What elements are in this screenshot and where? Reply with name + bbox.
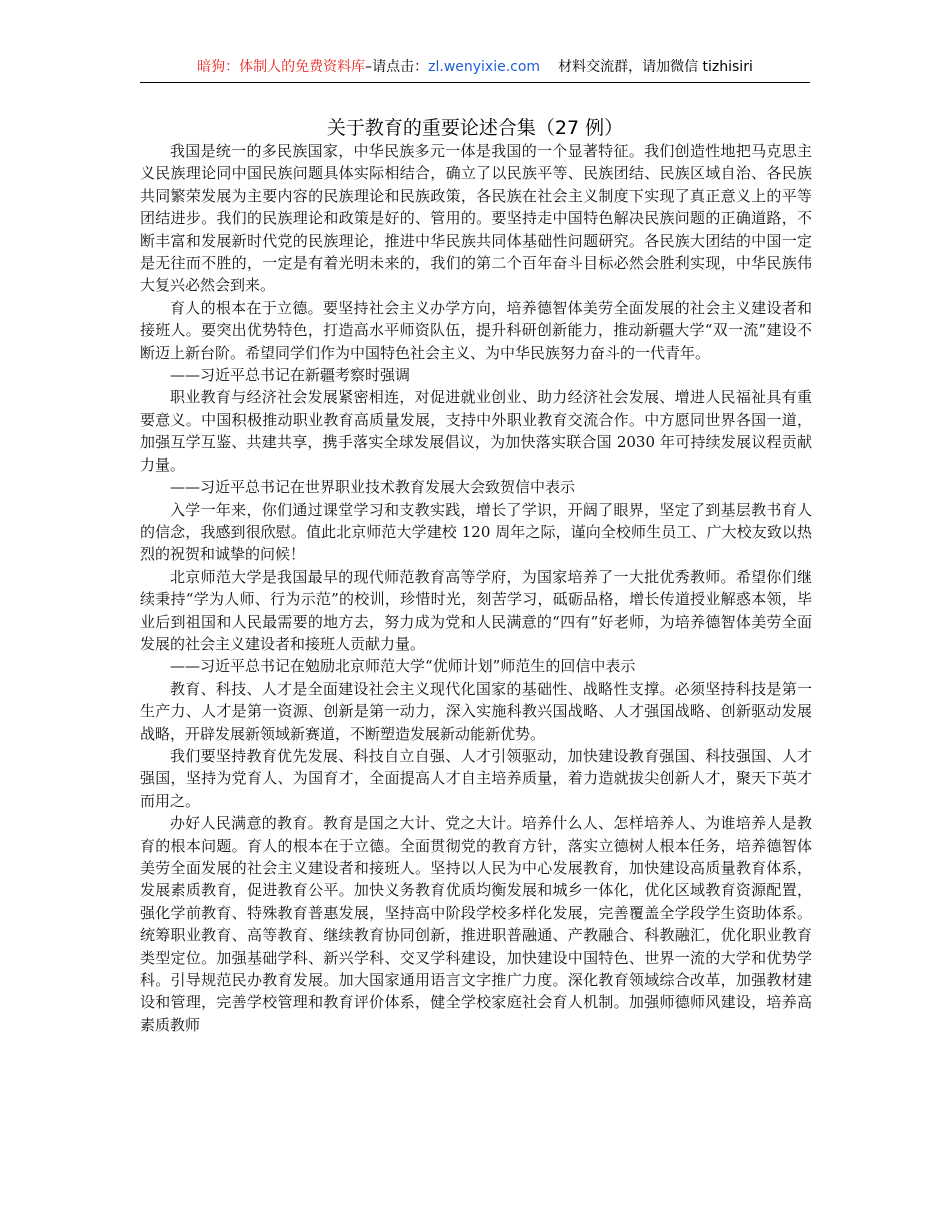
source-attribution: ——习近平总书记在世界职业技术教育发展大会致贺信中表示	[170, 478, 576, 497]
document-body	[140, 140, 812, 1036]
site-link[interactable]: zl.wenyixie.com	[428, 59, 541, 75]
document-title: 关于教育的重要论述合集（27 例）	[326, 117, 624, 139]
header-prompt: –请点击：	[365, 59, 429, 75]
source-attribution: ——习近平总书记在勉励北京师范大学“优师计划”师范生的回信中表示	[170, 657, 636, 676]
paragraph: 北京师范大学是我国最早的现代师范教育高等学府，为国家培养了一大批优秀教师。希望你们继续秉持“学为人师、行为示范”的校训，珍惜时光，刻苦学习，砥砺品格，增长传道授业解惑本领，毕业后到祖国和人民最需要的地方去，努力成为党和人民满意的“四有”好老师，为培养德智体美劳全面发展的社会主义建设者和接班人贡献力量。	[140, 567, 812, 653]
paragraph: 办好人民满意的教育。教育是国之大计、党之大计。培养什么人、怎样培养人、为谁培养人是教育的根本问题。育人的根本在于立德。全面贯彻党的教育方针，落实立德树人根本任务，培养德智体美劳全面发展的社会主义建设者和接班人。坚持以人民为中心发展教育，加快建设高质量教育体系，发展素质教育，促进教育公平。加快义务教育优质均衡发展和城乡一体化，优化区域教育资源配置，强化学前教育、特殊教育普惠发展，坚持高中阶段学校多样化发展，完善覆盖全学段学生资助体系。统筹职业教育、高等教育、继续教育协同创新，推进职普融通、产教融合、科教融汇，优化职业教育类型定位。加强基础学科、新兴学科、交叉学科建设，加快建设中国特色、世界一流的大学和优势学科。引导规范民办教育发展。加大国家通用语言文字推广力度。深化教育领域综合改革，加强教材建设和管理，完善学校管理和教育评价体系，健全学校家庭社会育人机制。加强师德师风建设，培养高素质教师	[140, 814, 812, 1034]
paragraph: 育人的根本在于立德。要坚持社会主义办学方向，培养德智体美劳全面发展的社会主义建设者和接班人。要突出优势特色，打造高水平师资队伍，提升科研创新能力，推动新疆大学“双一流”建设不断迈上新台阶。希望同学们作为中国特色社会主义、为中华民族努力奋斗的一代青年。	[140, 298, 812, 362]
site-brand: 暗狗：体制人的免费资料库	[197, 59, 366, 75]
paragraph: 我们要坚持教育优先发展、科技自立自强、人才引领驱动，加快建设教育强国、科技强国、人才强国，坚持为党育人、为国育才，全面提高人才自主培养质量，着力造就拔尖创新人才，聚天下英才而用之。	[140, 746, 812, 810]
header-contact: 材料交流群，请加微信 tizhisiri	[558, 59, 753, 75]
page-header	[140, 56, 810, 83]
paragraph: 入学一年来，你们通过课堂学习和支教实践，增长了学识，开阔了眼界，坚定了到基层教书育人的信念，我感到很欣慰。值此北京师范大学建校 120 周年之际，谨向全校师生员工、广大校友致以热烈的祝贺和诚挚的问候！	[140, 500, 812, 564]
source-attribution: ——习近平总书记在新疆考察时强调	[170, 366, 411, 385]
paragraph: 教育、科技、人才是全面建设社会主义现代化国家的基础性、战略性支撑。必须坚持科技是第一生产力、人才是第一资源、创新是第一动力，深入实施科教兴国战略、人才强国战略、创新驱动发展战略，开辟发展新领域新赛道，不断塑造发展新动能新优势。	[140, 679, 812, 743]
paragraph: 职业教育与经济社会发展紧密相连，对促进就业创业、助力经济社会发展、增进人民福祉具有重要意义。中国积极推动职业教育高质量发展，支持中外职业教育交流合作。中方愿同世界各国一道，加强互学互鉴、共建共享，携手落实全球发展倡议，为加快落实联合国 2030 年可持续发展议程贡献力量。	[140, 388, 812, 474]
paragraph: 我国是统一的多民族国家，中华民族多元一体是我国的一个显著特征。我们创造性地把马克思主义民族理论同中国民族问题具体实际相结合，确立了以民族平等、民族团结、民族区域自治、各民族共同繁荣发展为主要内容的民族理论和民族政策，各民族在社会主义制度下实现了真正意义上的平等团结进步。我们的民族理论和政策是好的、管用的。要坚持走中国特色解决民族问题的正确道路，不断丰富和发展新时代党的民族理论，推进中华民族共同体基础性问题研究。各民族大团结的中国一定是无往而不胜的，一定是有着光明未来的，我们的第二个百年奋斗目标必然会胜利实现，中华民族伟大复兴必然会到来。	[140, 142, 812, 295]
